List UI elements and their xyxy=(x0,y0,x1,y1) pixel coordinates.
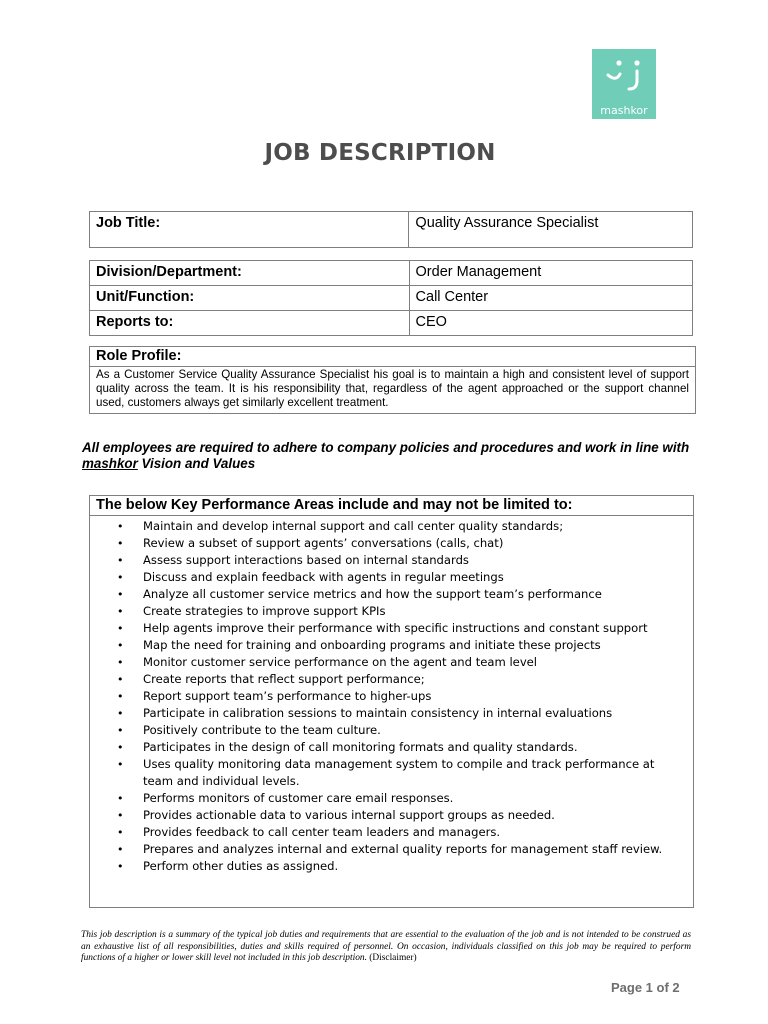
table-row xyxy=(90,212,693,248)
bullet-icon: • xyxy=(117,707,124,720)
job-title-value: Quality Assurance Specialist xyxy=(409,212,693,248)
list-item-text: Maintain and develop internal support and call center quality standards; xyxy=(143,519,564,533)
bullet-icon: • xyxy=(117,554,124,567)
list-item-text: Analyze all customer service metrics and how the support team’s performance xyxy=(143,587,602,601)
unit-label: Unit/Function: xyxy=(90,286,410,311)
list-item xyxy=(90,824,693,841)
list-item-text: Provides feedback to call center team leaders and managers. xyxy=(143,825,501,839)
disclaimer-suffix: (Disclaimer) xyxy=(369,953,417,963)
list-item xyxy=(90,739,693,756)
list-item xyxy=(90,535,693,552)
notice-text: All employees are required to adhere to company policies and procedures and work in line with xyxy=(82,440,690,455)
bullet-icon: • xyxy=(117,843,124,856)
list-item-text: Assess support interactions based on internal standards xyxy=(143,553,469,567)
list-item xyxy=(90,654,693,671)
list-item xyxy=(90,756,693,790)
bullet-icon: • xyxy=(117,605,124,618)
brand-name: mashkor xyxy=(82,456,138,471)
list-item xyxy=(90,518,693,535)
page-number: Page 1 of 2 xyxy=(611,980,680,995)
list-item xyxy=(90,705,693,722)
bullet-icon: • xyxy=(117,639,124,652)
list-item xyxy=(90,569,693,586)
unit-value: Call Center xyxy=(409,286,692,311)
list-item-text: Report support team’s performance to higher-ups xyxy=(143,689,432,703)
bullet-icon: • xyxy=(117,741,124,754)
list-item-text: Performs monitors of customer care email responses. xyxy=(143,791,454,805)
list-item xyxy=(90,586,693,603)
bullet-icon: • xyxy=(117,860,124,873)
role-profile-box xyxy=(89,346,696,414)
list-item-text: Discuss and explain feedback with agents in regular meetings xyxy=(143,570,504,584)
bullet-icon: • xyxy=(117,520,124,533)
reports-to-label: Reports to: xyxy=(90,311,410,336)
company-logo xyxy=(592,49,656,119)
reports-to-value: CEO xyxy=(409,311,692,336)
list-item-text: Perform other duties as assigned. xyxy=(143,859,339,873)
list-item xyxy=(90,807,693,824)
smiley-icon xyxy=(592,49,656,105)
bullet-icon: • xyxy=(117,656,124,669)
bullet-icon: • xyxy=(117,792,124,805)
organization-table xyxy=(89,260,693,336)
list-item xyxy=(90,790,693,807)
list-item-text: Map the need for training and onboarding programs and initiate these projects xyxy=(143,638,601,652)
list-item-text: Positively contribute to the team culture. xyxy=(143,723,381,737)
notice-text-end: Vision and Values xyxy=(137,456,256,471)
list-item-text: Uses quality monitoring data management system to compile and track performance at team and individual levels. xyxy=(143,757,655,788)
list-item xyxy=(90,858,693,875)
key-performance-areas-box xyxy=(89,495,694,908)
list-item-text: Monitor customer service performance on the agent and team level xyxy=(143,655,538,669)
list-item xyxy=(90,841,693,858)
list-item xyxy=(90,637,693,654)
bullet-icon: • xyxy=(117,724,124,737)
list-item xyxy=(90,552,693,569)
role-profile-heading: Role Profile: xyxy=(90,347,695,367)
bullet-icon: • xyxy=(117,571,124,584)
list-item-text: Provides actionable data to various internal support groups as needed. xyxy=(143,808,555,822)
list-item xyxy=(90,688,693,705)
document-title: JOB DESCRIPTION xyxy=(264,140,496,166)
bullet-icon: • xyxy=(117,809,124,822)
bullet-icon: • xyxy=(117,758,124,771)
table-row xyxy=(90,311,693,336)
list-item xyxy=(90,620,693,637)
bullet-icon: • xyxy=(117,690,124,703)
job-title-table xyxy=(89,211,693,248)
disclaimer-text: This job description is a summary of the typical job duties and requirements that are essential to the evaluation of the job and is not intended to be construed as an exhaustive list of all responsibilities, duties and skills required of personnel. On occasion, individuals classified on this job may be required to perform functions of a higher or lower skill level not included in this job description. xyxy=(81,930,691,963)
division-value: Order Management xyxy=(409,261,692,286)
job-title-label: Job Title: xyxy=(90,212,409,248)
bullet-icon: • xyxy=(117,537,124,550)
list-item-text: Participate in calibration sessions to maintain consistency in internal evaluations xyxy=(143,706,613,720)
role-profile-text: As a Customer Service Quality Assurance Specialist his goal is to maintain a high and consistent level of support quality across the team. It is his responsibility that, regardless of the agent approached or the support channel used, customers always get similarly excellent treatment. xyxy=(96,368,689,409)
bullet-icon: • xyxy=(117,622,124,635)
kpa-list xyxy=(90,516,693,875)
list-item-text: Create reports that reflect support performance; xyxy=(143,672,425,686)
division-label: Division/Department: xyxy=(90,261,410,286)
list-item xyxy=(90,722,693,739)
list-item xyxy=(90,671,693,688)
table-row xyxy=(90,261,693,286)
bullet-icon: • xyxy=(117,826,124,839)
logo-wordmark: mashkor xyxy=(600,104,648,117)
table-row xyxy=(90,286,693,311)
list-item xyxy=(90,603,693,620)
bullet-icon: • xyxy=(117,588,124,601)
bullet-icon: • xyxy=(117,673,124,686)
kpa-heading: The below Key Performance Areas include and may not be limited to: xyxy=(90,496,693,516)
disclaimer xyxy=(81,930,691,965)
list-item-text: Create strategies to improve support KPIs xyxy=(143,604,386,618)
list-item-text: Participates in the design of call monitoring formats and quality standards. xyxy=(143,740,578,754)
list-item-text: Prepares and analyzes internal and external quality reports for management staff review. xyxy=(143,842,663,856)
list-item-text: Help agents improve their performance with specific instructions and constant support xyxy=(143,621,648,635)
policy-notice xyxy=(82,440,702,472)
list-item-text: Review a subset of support agents’ conversations (calls, chat) xyxy=(143,536,504,550)
